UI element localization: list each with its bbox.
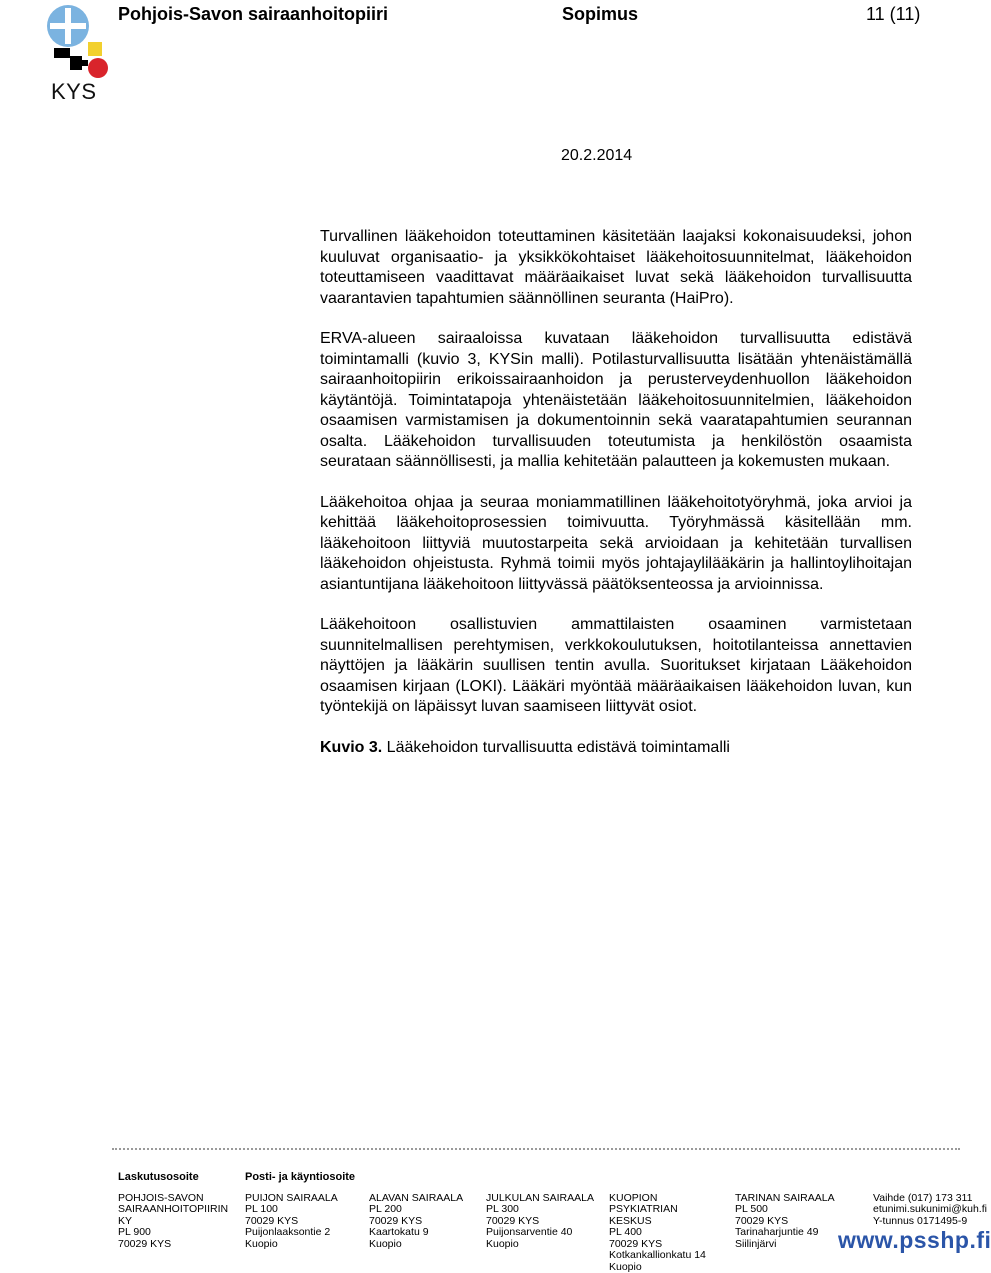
page-number: 11 (11) bbox=[866, 3, 920, 25]
footer-contact-info bbox=[873, 1172, 987, 1227]
email-format[interactable]: etunimi.sukunimi@kuh.fi bbox=[873, 1204, 987, 1216]
logo-white-cross-h bbox=[50, 23, 86, 29]
footer-line: PL 400 bbox=[609, 1227, 706, 1239]
paragraph: Lääkehoitoon osallistuvien ammattilaisten osaaminen varmistetaan suunnitelmallisen perehtymisen, verkkokoulutuksen, hoitotilanteissa annettavien näyttöjen ja lääkärin suullisen tentin avulla. Suoritukset kirjataan Lääkehoidon osaamisen kirjaan (LOKI). Lääkäri myöntää määräaikaisen lääkehoidon luvan, kun työntekijä on läpäissyt luvan saamiseen liittyvät osiot. bbox=[320, 615, 912, 718]
website-link[interactable]: www.psshp.fi bbox=[838, 1227, 991, 1254]
footer-billing-address bbox=[118, 1172, 228, 1250]
footer-divider bbox=[112, 1148, 960, 1150]
document-body bbox=[320, 227, 912, 758]
logo-red-circle bbox=[88, 58, 108, 78]
footer-line: 70029 KYS bbox=[118, 1239, 228, 1251]
organization-name: Pohjois-Savon sairaanhoitopiiri bbox=[118, 3, 388, 25]
footer-line: PL 300 bbox=[486, 1204, 594, 1216]
footer-line: JULKULAN SAIRAALA bbox=[486, 1193, 594, 1205]
phone-number: Vaihde (017) 173 311 bbox=[873, 1193, 987, 1205]
footer-line: PL 200 bbox=[369, 1204, 463, 1216]
logo-black-block-1 bbox=[54, 48, 70, 58]
figure-caption bbox=[320, 738, 912, 759]
footer-heading: Laskutusosoite bbox=[118, 1172, 228, 1184]
footer-line: KY bbox=[118, 1216, 228, 1228]
footer-julkula-address bbox=[486, 1172, 594, 1250]
footer-line: Kotkankallionkatu 14 bbox=[609, 1250, 706, 1262]
footer-line: Siilinjärvi bbox=[735, 1239, 835, 1251]
footer-line: PL 900 bbox=[118, 1227, 228, 1239]
footer-line: TARINAN SAIRAALA bbox=[735, 1193, 835, 1205]
footer-line: Puijonlaaksontie 2 bbox=[245, 1227, 355, 1239]
footer-line: SAIRAANHOITOPIIRIN bbox=[118, 1204, 228, 1216]
logo-yellow-square bbox=[88, 42, 102, 56]
footer-line: PSYKIATRIAN bbox=[609, 1204, 706, 1216]
footer-tarina-address bbox=[735, 1172, 835, 1250]
footer-line: 70029 KYS bbox=[609, 1239, 706, 1251]
logo-wordmark: KYS bbox=[51, 80, 97, 104]
footer-line: KUOPION bbox=[609, 1193, 706, 1205]
footer-line: Kuopio bbox=[609, 1262, 706, 1273]
footer-line: Kaartokatu 9 bbox=[369, 1227, 463, 1239]
footer-psykiatrian-address bbox=[609, 1172, 706, 1273]
paragraph: Turvallinen lääkehoidon toteuttaminen käsitetään laajaksi kokonaisuudeksi, johon kuuluvat organisaatio- ja yksikkökohtaiset lääkehoitosuunnitelmat, lääkehoidon toteuttamiseen vaadittavat määräaikaiset luvat sekä lääkehoidon turvallisuutta vaarantavien tapahtumien säännöllinen seuranta (HaiPro). bbox=[320, 227, 912, 309]
logo-black-block-3 bbox=[82, 60, 88, 66]
footer-line: POHJOIS-SAVON bbox=[118, 1193, 228, 1205]
footer-line: KESKUS bbox=[609, 1216, 706, 1228]
caption-label: Kuvio 3. bbox=[320, 739, 382, 756]
footer-line: Kuopio bbox=[245, 1239, 355, 1251]
footer-alava-address bbox=[369, 1172, 463, 1250]
footer-line: Tarinaharjuntie 49 bbox=[735, 1227, 835, 1239]
footer-line: ALAVAN SAIRAALA bbox=[369, 1193, 463, 1205]
footer-heading: Posti- ja käyntiosoite bbox=[245, 1172, 355, 1184]
caption-text: Lääkehoidon turvallisuutta edistävä toimintamalli bbox=[382, 739, 730, 756]
footer-line: 70029 KYS bbox=[369, 1216, 463, 1228]
footer-line: 70029 KYS bbox=[735, 1216, 835, 1228]
document-type: Sopimus bbox=[562, 3, 638, 25]
footer-line: PL 100 bbox=[245, 1204, 355, 1216]
footer-puijo-address bbox=[245, 1172, 355, 1250]
footer-line: Kuopio bbox=[486, 1239, 594, 1251]
logo-black-block-2 bbox=[70, 56, 82, 70]
footer-line: 70029 KYS bbox=[486, 1216, 594, 1228]
footer-line: PUIJON SAIRAALA bbox=[245, 1193, 355, 1205]
paragraph: Lääkehoitoa ohjaa ja seuraa moniammatillinen lääkehoitotyöryhmä, joka arvioi ja kehittää lääkehoitoprosessien toimivuutta. Työryhmässä käsitellään mm. lääkehoitoon liittyviä muutostarpeita sekä arvioidaan ja kehitetään turvallisen lääkehoidon ohjeistusta. Ryhmä toimii myös johtajaylilääkärin ja hallintoylihoitajan asiantuntijana lääkehoitoon liittyvässä päätöksenteossa ja arvioinnissa. bbox=[320, 493, 912, 596]
paragraph: ERVA-alueen sairaaloissa kuvataan lääkehoidon turvallisuutta edistävä toimintamalli (kuvio 3, KYSin malli). Potilasturvallisuutta lisätään yhtenäistämällä sairaanhoitopiirin erikoissairaanhoidon ja perusterveydenhuollon lääkehoidon käytäntöjä. Toimintatapoja yhtenäistetään lääkehoitosuunnitelmien, lääkehoidon osaamisen varmistamisen ja dokumentoinnin sekä vaaratapahtumien seurannan osalta. Lääkehoidon turvallisuuden toteutumista ja henkilöstön osaamista seurataan säännöllisesti, ja mallia kehitetään palautteen ja kokemusten mukaan. bbox=[320, 329, 912, 473]
footer-line: Puijonsarventie 40 bbox=[486, 1227, 594, 1239]
footer-line: Kuopio bbox=[369, 1239, 463, 1251]
footer-line: 70029 KYS bbox=[245, 1216, 355, 1228]
footer-line: PL 500 bbox=[735, 1204, 835, 1216]
business-id: Y-tunnus 0171495-9 bbox=[873, 1216, 987, 1228]
document-date: 20.2.2014 bbox=[561, 147, 632, 165]
